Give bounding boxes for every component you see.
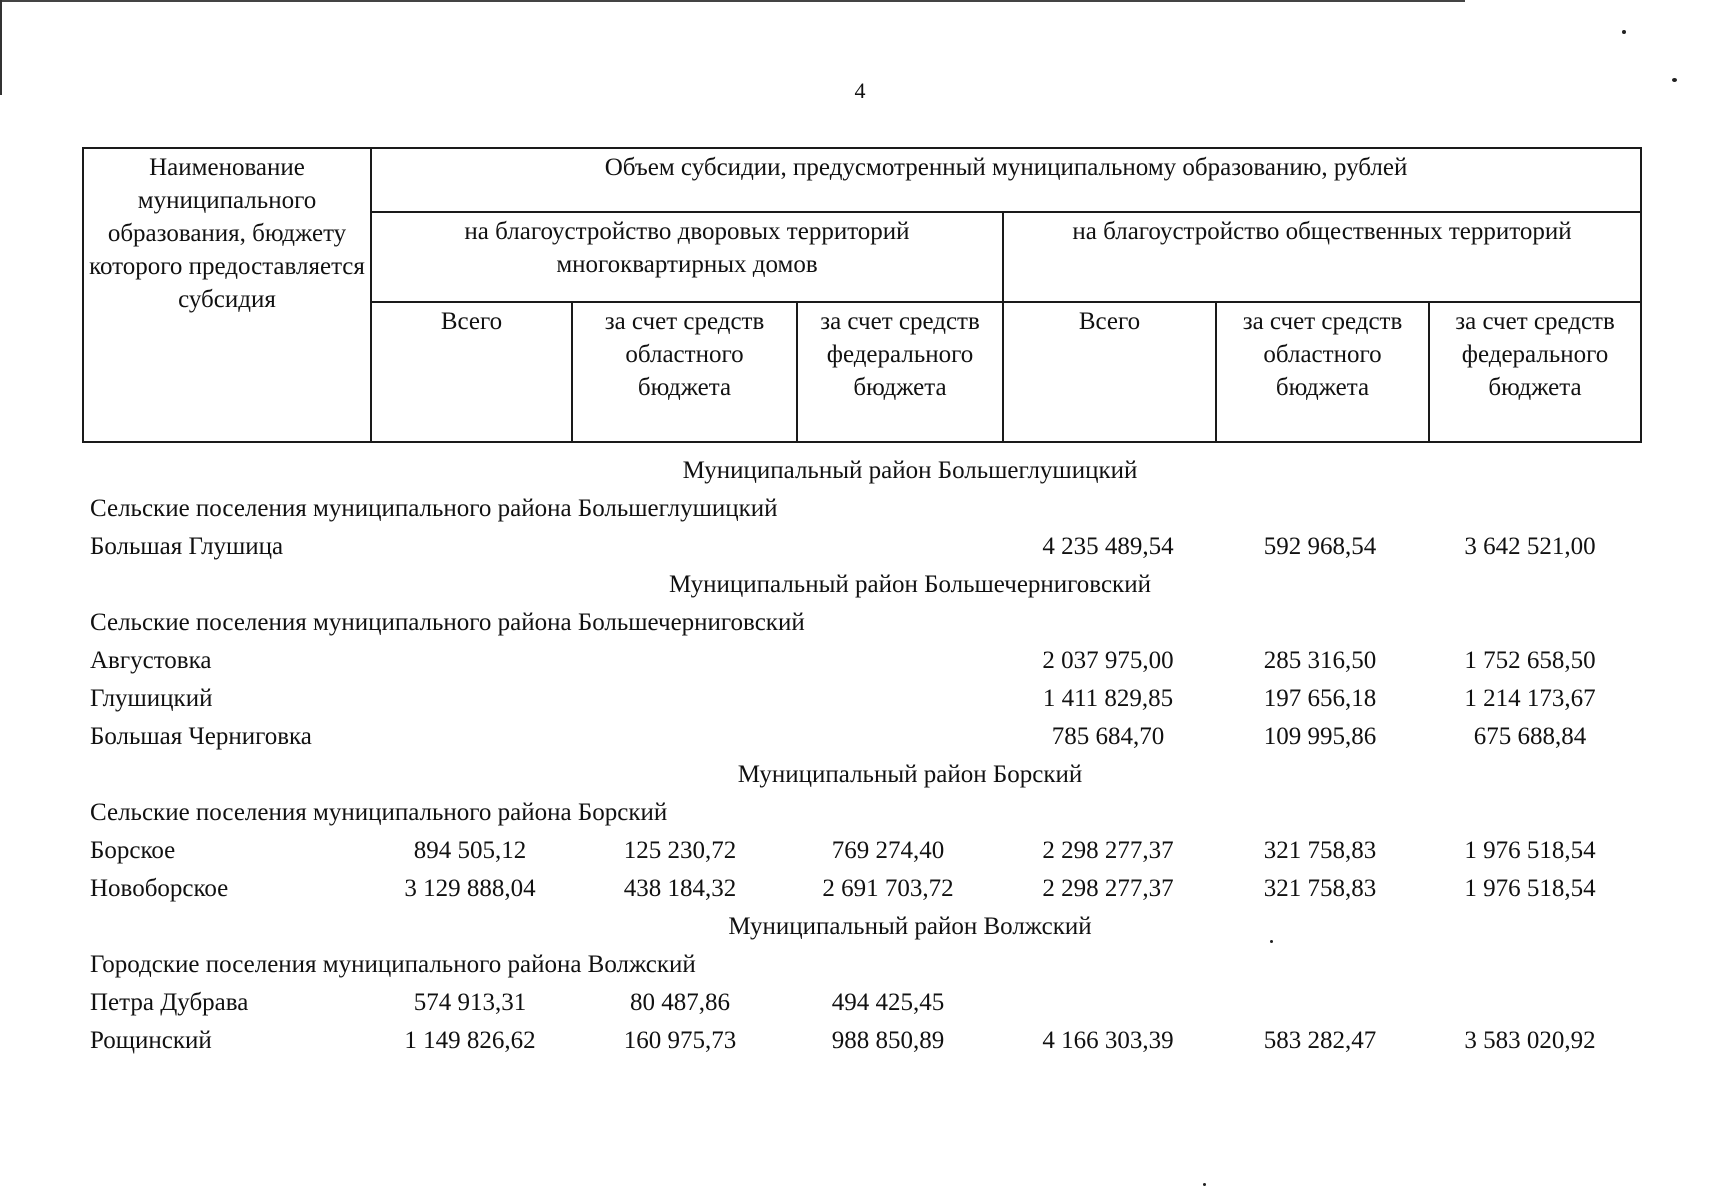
settlement-group-heading: Сельские поселения муниципального района Борский	[90, 799, 668, 826]
row-name: Борское	[90, 837, 176, 864]
settlement-group-heading: Сельские поселения муниципального района Большечерниговский	[90, 609, 805, 636]
public-regional-cell: 583 282,47	[1263, 1027, 1377, 1054]
yard-regional-cell: 438 184,32	[623, 875, 737, 902]
table-row	[90, 1022, 1650, 1060]
public-total-cell: 785 684,70	[1051, 723, 1165, 750]
public-federal-cell: 3 583 020,92	[1464, 1027, 1596, 1054]
row-name: Августовка	[90, 647, 212, 674]
table-row	[90, 870, 1650, 908]
header-yard-territories: на благоустройство дворовых территорий многоквартирных домов	[371, 212, 1003, 302]
public-total-cell: 2 037 975,00	[1042, 647, 1174, 674]
yard-federal-cell: 494 425,45	[831, 989, 945, 1016]
header-yard-total: Всего	[371, 302, 572, 442]
public-regional-cell: 285 316,50	[1263, 647, 1377, 674]
public-federal-cell: 1 976 518,54	[1464, 837, 1596, 864]
public-federal-cell: 3 642 521,00	[1464, 533, 1596, 560]
district-heading: Муниципальный район Волжский	[728, 913, 1092, 940]
table-row	[90, 832, 1650, 870]
table-row	[90, 984, 1650, 1022]
public-federal-cell: 1 752 658,50	[1464, 647, 1596, 674]
public-total-cell: 1 411 829,85	[1042, 685, 1174, 712]
yard-regional-cell: 160 975,73	[623, 1027, 737, 1054]
row-name: Новоборское	[90, 875, 229, 902]
public-regional-cell: 197 656,18	[1263, 685, 1377, 712]
public-federal-cell: 1 976 518,54	[1464, 875, 1596, 902]
header-public-regional: за счет средств областного бюджета	[1216, 302, 1429, 442]
public-total-cell: 4 235 489,54	[1042, 533, 1174, 560]
yard-federal-cell: 2 691 703,72	[822, 875, 954, 902]
public-total-cell: 4 166 303,39	[1042, 1027, 1174, 1054]
scan-speck	[1203, 1183, 1206, 1186]
yard-regional-cell: 80 487,86	[630, 989, 730, 1016]
public-regional-cell: 592 968,54	[1263, 533, 1377, 560]
public-regional-cell: 321 758,83	[1263, 875, 1377, 902]
public-total-cell: 2 298 277,37	[1042, 875, 1174, 902]
header-yard-regional: за счет средств областного бюджета	[572, 302, 797, 442]
district-heading: Муниципальный район Большечерниговский	[669, 571, 1151, 598]
header-yard-federal: за счет средств федерального бюджета	[797, 302, 1003, 442]
scan-speck	[1622, 30, 1626, 34]
public-federal-cell: 1 214 173,67	[1464, 685, 1596, 712]
page-number: 4	[854, 78, 866, 103]
public-regional-cell: 321 758,83	[1263, 837, 1377, 864]
row-name: Глушицкий	[90, 685, 213, 712]
header-public-total: Всего	[1003, 302, 1216, 442]
row-name: Большая Черниговка	[90, 723, 312, 750]
header-municipality-name: Наименование муниципального образования, бюджету которого предоставляется субсидия	[83, 148, 371, 442]
header-public-territories: на благоустройство общественных территорий	[1003, 212, 1641, 302]
yard-total-cell: 894 505,12	[413, 837, 527, 864]
public-regional-cell: 109 995,86	[1263, 723, 1377, 750]
table-row	[90, 642, 1650, 680]
yard-federal-cell: 769 274,40	[831, 837, 945, 864]
table-header	[82, 147, 1642, 443]
yard-total-cell: 1 149 826,62	[404, 1027, 536, 1054]
public-federal-cell: 675 688,84	[1473, 723, 1587, 750]
scan-frame-top-edge	[0, 0, 1465, 2]
table-row	[90, 718, 1650, 756]
public-total-cell: 2 298 277,37	[1042, 837, 1174, 864]
header-public-federal: за счет средств федерального бюджета	[1429, 302, 1641, 442]
table-row	[90, 528, 1650, 566]
district-heading: Муниципальный район Борский	[737, 761, 1083, 788]
yard-regional-cell: 125 230,72	[623, 837, 737, 864]
settlement-group-heading: Сельские поселения муниципального района Большеглушицкий	[90, 495, 778, 522]
yard-total-cell: 574 913,31	[413, 989, 527, 1016]
row-name: Рощинский	[90, 1027, 212, 1054]
district-heading: Муниципальный район Большеглушицкий	[682, 457, 1138, 484]
header-subsidy-volume: Объем субсидии, предусмотренный муниципальному образованию, рублей	[371, 148, 1641, 212]
settlement-group-heading: Городские поселения муниципального района Волжский	[90, 951, 696, 978]
table-row	[90, 680, 1650, 718]
table-body	[90, 452, 1650, 1060]
yard-federal-cell: 988 850,89	[831, 1027, 945, 1054]
row-name: Петра Дубрава	[90, 989, 249, 1016]
row-name: Большая Глушица	[90, 533, 284, 560]
yard-total-cell: 3 129 888,04	[404, 875, 536, 902]
